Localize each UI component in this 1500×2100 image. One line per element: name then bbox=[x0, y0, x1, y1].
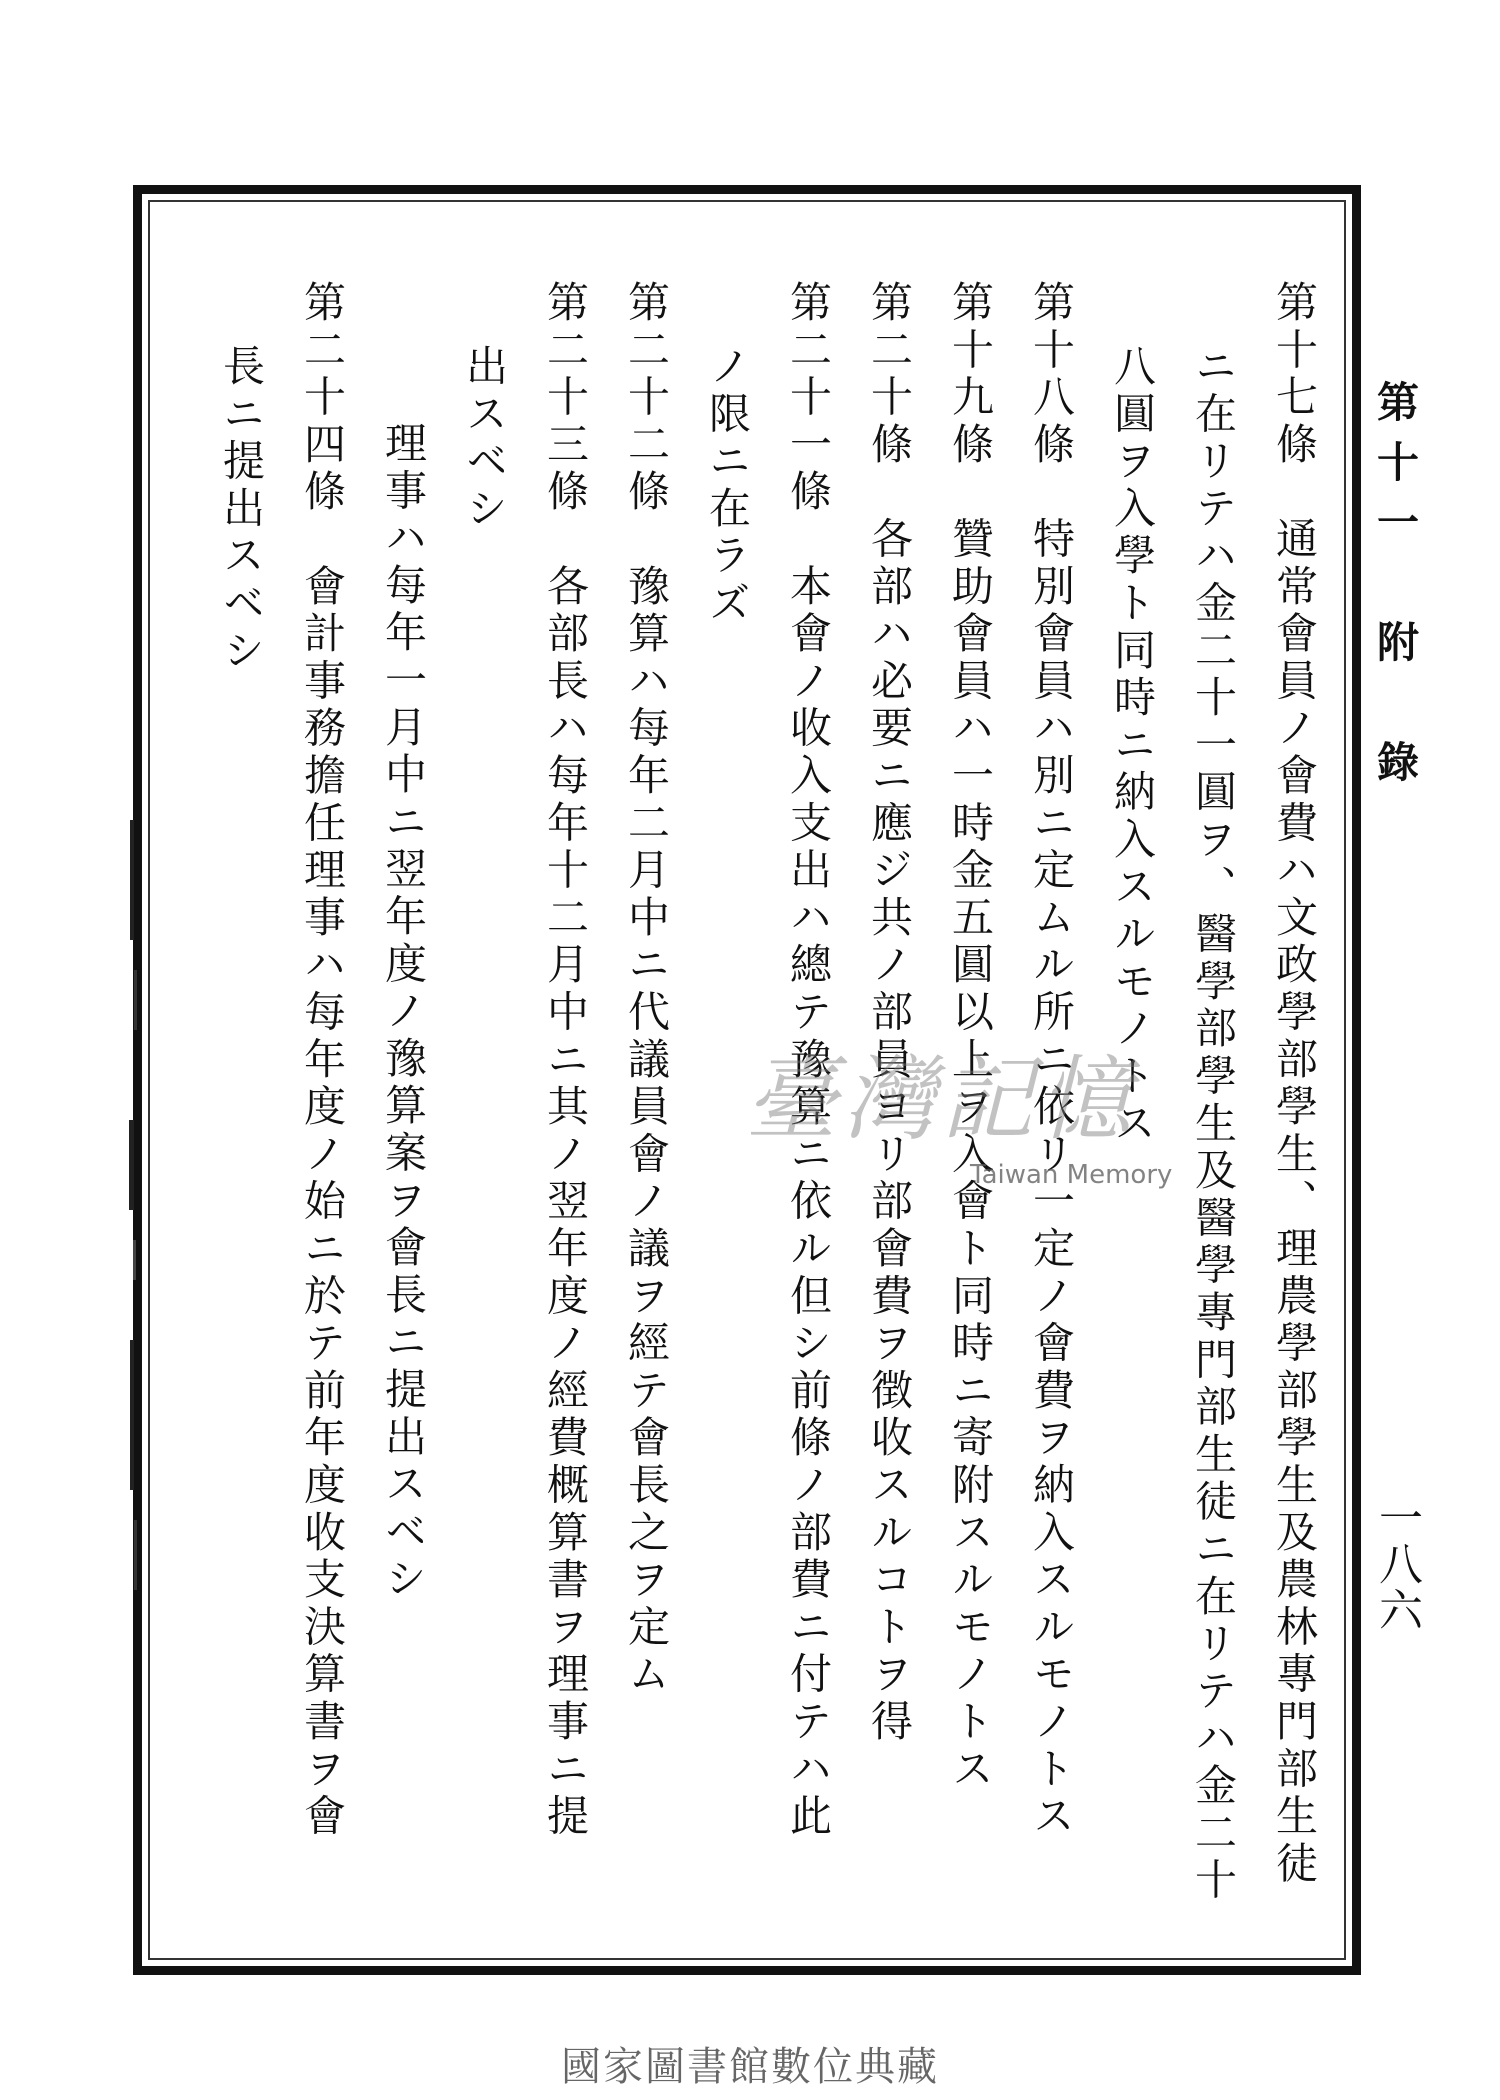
text-line-article-21: 第二十一條 本會ノ收入支出ハ總テ豫算ニ依ル但シ前條ノ部費ニ付テハ此 bbox=[784, 280, 833, 1841]
scan-edge-marks bbox=[128, 820, 142, 1640]
text-line-continuation: ノ限ニ在ラズ bbox=[703, 344, 752, 628]
text-line-article-18: 第十八條 特別會員ハ別ニ定ムル所ニ依リ一定ノ會費ヲ納入スルモノトス bbox=[1027, 280, 1076, 1841]
text-line-article-20: 第二十條 各部ハ必要ニ應ジ共ノ部員ヨリ部會費ヲ徴收スルコトヲ得 bbox=[865, 280, 914, 1747]
text-line-article-23: 第二十三條 各部長ハ每年十二月中ニ其ノ翌年度ノ經費概算書ヲ理事ニ提 bbox=[541, 280, 590, 1841]
page-number: 一八六 bbox=[1371, 1495, 1422, 1633]
text-line-article-17: 第十七條 通常會員ノ會費ハ文政學部學生、理農學部學生及農林專門部生徒 bbox=[1270, 280, 1319, 1889]
text-line-continuation: 長ニ提出スベシ bbox=[217, 344, 266, 676]
watermark-logo-text: 臺灣記憶 bbox=[745, 1046, 1138, 1153]
text-line-article-24: 第二十四條 會計事務擔任理事ハ每年度ノ始ニ於テ前年度收支決算書ヲ會 bbox=[298, 280, 347, 1841]
text-line-continuation: 出スベシ bbox=[460, 344, 509, 534]
article-text-block bbox=[170, 280, 1335, 1930]
chapter-header: 第十一 附 錄 bbox=[1371, 380, 1420, 800]
library-credit: 國家圖書館數位典藏 bbox=[561, 2044, 939, 2090]
text-line-article-23-para2: 理事ハ每年一月中ニ翌年度ノ豫算案ヲ會長ニ提出スベシ bbox=[379, 421, 428, 1604]
text-line-article-22: 第二十二條 豫算ハ每年二月中ニ代議員會ノ議ヲ經テ會長之ヲ定ム bbox=[622, 280, 671, 1699]
text-line-continuation: ニ在リテハ金二十一圓ヲ、醫學部學生及醫學專門部生徒ニ在リテハ金二十 bbox=[1189, 344, 1238, 1905]
text-line-article-19: 第十九條 贊助會員ハ一時金五圓以上ヲ入會ト同時ニ寄附スルモノトス bbox=[946, 280, 995, 1794]
text-line-continuation: 八圓ヲ入學ト同時ニ納入スルモノトス bbox=[1108, 344, 1157, 1149]
watermark-subtitle: Taiwan Memory bbox=[970, 1160, 1173, 1190]
